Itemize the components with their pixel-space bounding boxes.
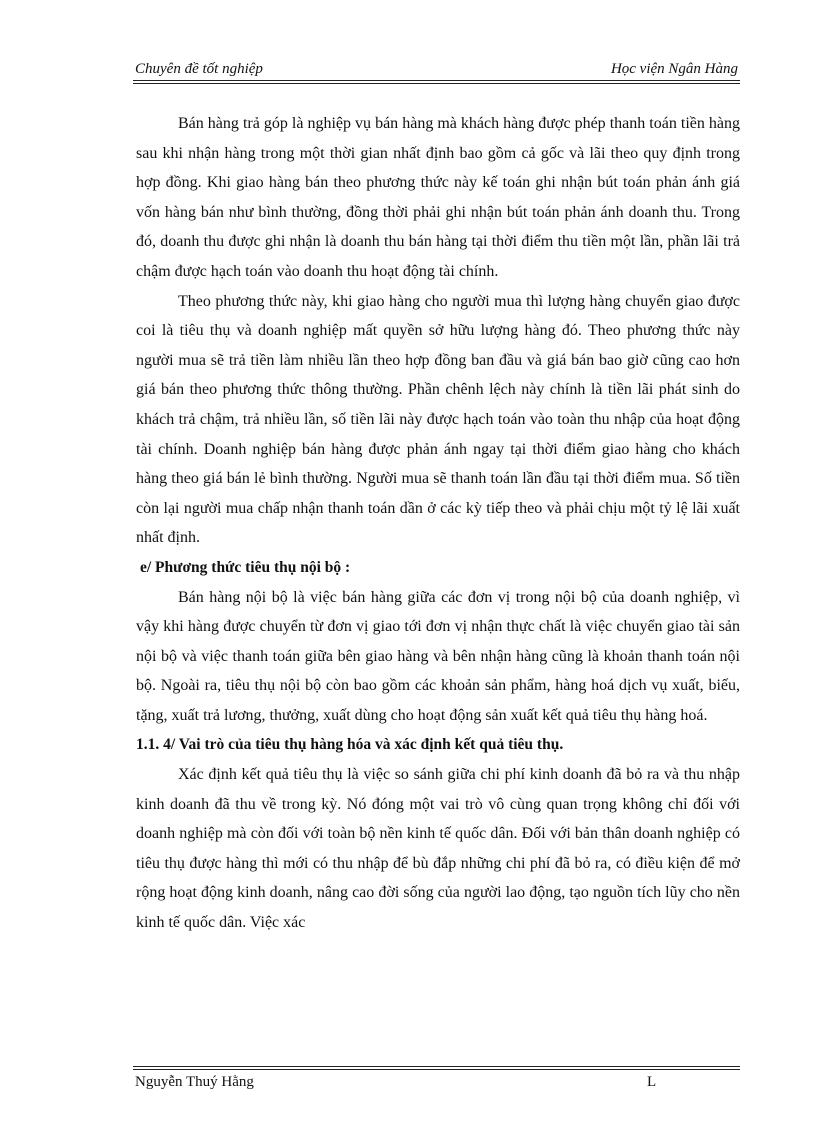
paragraph-installment-method: Theo phương thức này, khi giao hàng cho người mua thì lượng hàng chuyển giao được coi là tiêu thụ và doanh nghiệp mất quyền sở hữu lượng hàng đó. Theo phương thức này người mua sẽ trả tiền làm nhiều lần theo hợp đồng ban đầu và giá bán bao giờ cũng cao hơn giá bán theo phương thức thông thường. Phần chênh lệch này chính là tiền lãi phát sinh do khách trả chậm, trả nhiều lần, số tiền lãi này được hạch toán vào toàn thu nhập của hoạt động tài chính. Doanh nghiệp bán hàng được phản ánh ngay tại thời điểm giao hàng cho khách hàng theo giá bán lẻ bình thường. Người mua sẽ thanh toán lần đầu tại thời điểm mua. Số tiền còn lại người mua chấp nhận thanh toán dần ở các kỳ tiếp theo và phải chịu một tỷ lệ lãi xuất nhất định. — [136, 292, 740, 547]
section-heading-role: 1.1. 4/ Vai trò của tiêu thụ hàng hóa và xác định kết quả tiêu thụ. — [136, 736, 564, 754]
header-document-title: Chuyên đề tốt nghiệp — [135, 61, 263, 77]
paragraph-result-determination: Xác định kết quả tiêu thụ là việc so sánh giữa chi phí kinh doanh đã bỏ ra và thu nhập kinh doanh đã thu về trong kỳ. Nó đóng một vai trò vô cùng quan trọng không chỉ đối với doanh nghiệp mà còn đối với toàn bộ nền kinh tế quốc dân. Đối với bản thân doanh nghiệp có tiêu thụ được hàng thì mới có thu nhập để bù đắp những chi phí đã bỏ ra, có điều kiện để mở rộng hoạt động kinh doanh, nâng cao đời sống của người lao động, tạo nguồn tích lũy cho nền kinh tế quốc dân. Việc xác — [136, 766, 740, 932]
footer-rule — [133, 1069, 740, 1070]
page-header — [133, 58, 740, 80]
page-number: L — [647, 1074, 657, 1090]
header-rule-inner — [133, 83, 740, 84]
footer-rule-inner — [133, 1066, 740, 1067]
footer-author: Nguyễn Thuý Hằng — [135, 1074, 254, 1090]
subheading-internal-consumption: e/ Phương thức tiêu thụ nội bộ : — [140, 558, 351, 576]
paragraph-internal-sales: Bán hàng nội bộ là việc bán hàng giữa các đơn vị trong nội bộ của doanh nghiệp, vì vậy khi hàng được chuyển từ đơn vị giao tới đơn vị nhận thực chất là việc chuyển giao tài sản nội bộ và việc thanh toán giữa bên giao hàng và bên nhận hàng cũng là khoản thanh toán nội bộ. Ngoài ra, tiêu thụ nội bộ còn bao gồm các khoản sản phẩm, hàng hoá dịch vụ xuất, biếu, tặng, xuất trả lương, thưởng, xuất dùng cho hoạt động sản xuất kết quả tiêu thụ hàng hoá. — [136, 588, 740, 724]
header-institution: Học viện Ngân Hàng — [610, 61, 738, 77]
page-body — [136, 109, 740, 938]
paragraph-installment-sales: Bán hàng trả góp là nghiệp vụ bán hàng mà khách hàng được phép thanh toán tiền hàng sau khi nhận hàng trong một thời gian nhất định bao gồm cả gốc và lãi theo quy định trong hợp đồng. Khi giao hàng bán theo phương thức này kế toán ghi nhận bút toán phản ánh giá vốn hàng bán như bình thường, đồng thời phải ghi nhận bút toán phản ánh doanh thu. Trong đó, doanh thu được ghi nhận là doanh thu bán hàng tại thời điểm thu tiền một lần, phần lãi trả chậm được hạch toán vào doanh thu hoạt động tài chính. — [136, 115, 740, 280]
header-rule — [133, 80, 740, 81]
